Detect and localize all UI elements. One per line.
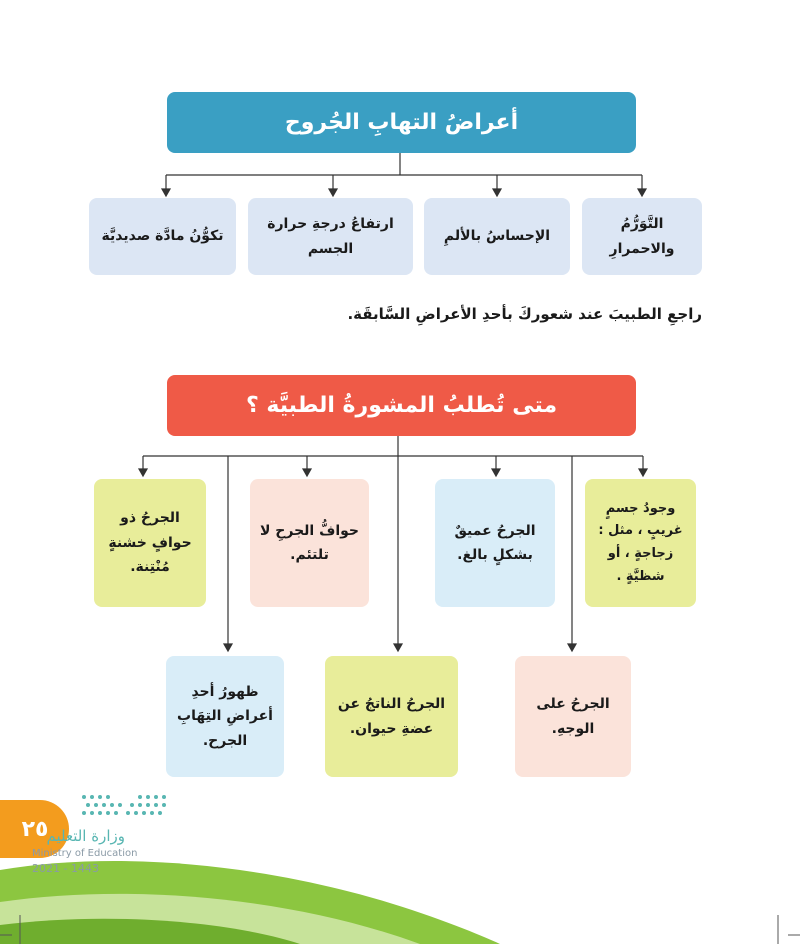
ministry-year: 2021 - 1443	[32, 862, 99, 875]
symptom-swelling: التَّوَرُّمُ والاحمرارِ	[582, 198, 702, 275]
card-animal-bite: الجرحُ الناتجُ عن عضةِ حيوان.	[325, 656, 458, 777]
card-rough-edges: الجرحُ ذو حوافٍ خشنةٍ مُنْتِنة.	[94, 479, 206, 607]
card-deep-wound: الجرحُ عميقٌ بشكلٍ بالغ.	[435, 479, 555, 607]
symptom-pain: الإحساسُ بالألمِ	[424, 198, 570, 275]
ministry-name-en: Ministry of Education	[32, 848, 138, 859]
ministry-name-ar: وزارة التعليم	[46, 827, 125, 845]
ministry-logo-dots	[80, 792, 172, 818]
doctor-note: راجعِ الطبيبَ عند شعوركَ بأحدِ الأعراضِ السَّابقَة.	[347, 305, 702, 323]
card-face-wound: الجرحُ على الوجهِ.	[515, 656, 631, 777]
card-edges-not-healing: حوافُّ الجرحِ لا تلتئم.	[250, 479, 369, 607]
symptom-pus: تكوُّنُ مادَّة صديديَّة	[89, 198, 236, 275]
medical-advice-title: متى تُطلبُ المشورةُ الطبيَّة ؟	[167, 375, 636, 436]
card-foreign-body: وجودُ جسمٍ غريبٍ ، مثل : زجاجةٍ ، أو شظيَّةٍ .	[585, 479, 696, 607]
page-number: ٢٥	[21, 816, 49, 842]
symptoms-title: أعراضُ التهابِ الجُروح	[167, 92, 636, 153]
card-infection-signs: ظهورُ أحدِ أعراضِ التِهَابِ الجرح.	[166, 656, 284, 777]
symptom-fever: ارتفاعُ درجةِ حرارة الجسم	[248, 198, 413, 275]
